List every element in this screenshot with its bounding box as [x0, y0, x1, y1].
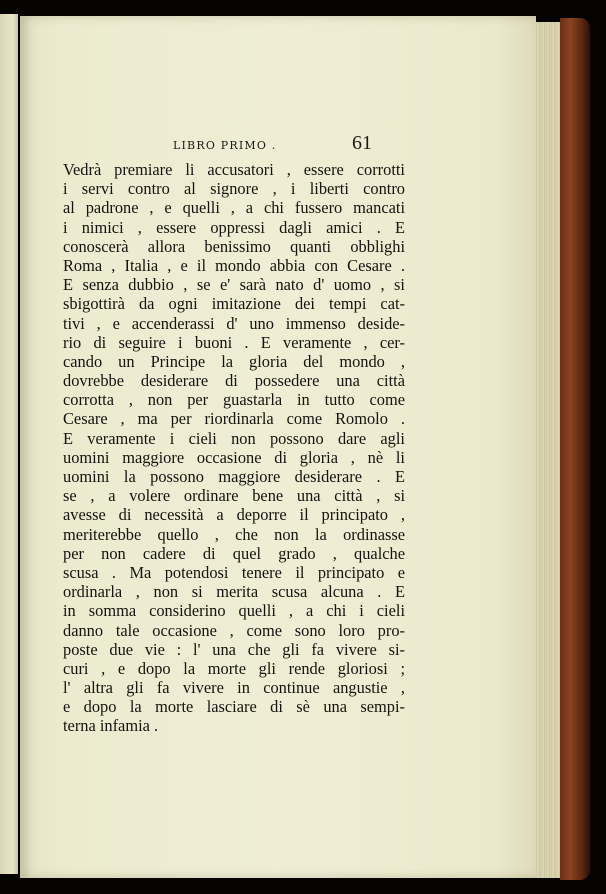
text-line: cando un Principe la gloria del mondo , [63, 351, 405, 371]
previous-page-edge [0, 14, 18, 874]
text-line: per non cadere di quel grado , qualche [63, 543, 405, 563]
text-line: curi , e dopo la morte gli rende gloriosi ; [63, 658, 405, 678]
text-line: meriterebbe quello , che non la ordinasse [63, 524, 405, 544]
text-line: rio di seguire i buoni . E veramente , cer- [63, 332, 405, 352]
running-head-title: LIBRO PRIMO . [173, 139, 277, 152]
running-head [20, 129, 536, 159]
text-line: avesse di necessità a deporre il principato , [63, 505, 405, 525]
text-line: corrotta , non per guastarla in tutto come [63, 390, 405, 410]
book-page [20, 16, 536, 878]
text-line: E veramente i cieli non possono dare agli [63, 428, 405, 448]
text-line: Vedrà premiare li accusatori , essere corrotti [63, 160, 405, 179]
text-line: e dopo la morte lasciare di sè una sempi- [63, 697, 405, 717]
text-line: danno tale occasione , come sono loro pro- [63, 620, 405, 640]
text-line: i nimici , essere oppressi dagli amici . E [63, 217, 405, 237]
text-line: se , a volere ordinare bene una città , si [63, 486, 405, 506]
text-line: uomini la possono maggiore desiderare . E [63, 467, 405, 486]
text-line: E senza dubbio , se e' sarà nato d' uomo , si [63, 275, 405, 295]
text-line: Cesare , ma per riordinarla come Romolo . [63, 409, 405, 429]
text-line: Roma , Italia , e il mondo abbia con Cesare . [63, 255, 405, 275]
text-line: tivi , e accenderassi d' uno immenso deside- [63, 313, 405, 333]
body-text [63, 160, 405, 736]
text-line: uomini maggiore occasione di gloria , nè li [63, 447, 405, 467]
book-cover [560, 18, 590, 880]
text-line: conoscerà allora benissimo quanti obblighi [63, 236, 405, 256]
text-line: sbigottirà da ogni imitazione dei tempi cat- [63, 294, 405, 314]
text-line: scusa . Ma potendosi tenere il principato e [63, 562, 405, 582]
text-line: l' altra gli fa vivere in continue angustie , [63, 678, 405, 698]
text-line-final: terna infamia . [63, 716, 159, 736]
text-line: al padrone , e quelli , a chi fussero mancati [63, 198, 405, 218]
text-line: dovrebbe desiderare di possedere una città [63, 371, 405, 391]
text-line: poste due vie : l' una che gli fa vivere si- [63, 639, 405, 659]
page-number: 61 [352, 132, 372, 154]
text-line: in somma considerino quelli , a chi i cieli [63, 601, 405, 621]
text-line: i servi contro al signore , i liberti contro [63, 179, 405, 199]
text-line: ordinarla , non si merita scusa alcuna . E [63, 582, 405, 602]
